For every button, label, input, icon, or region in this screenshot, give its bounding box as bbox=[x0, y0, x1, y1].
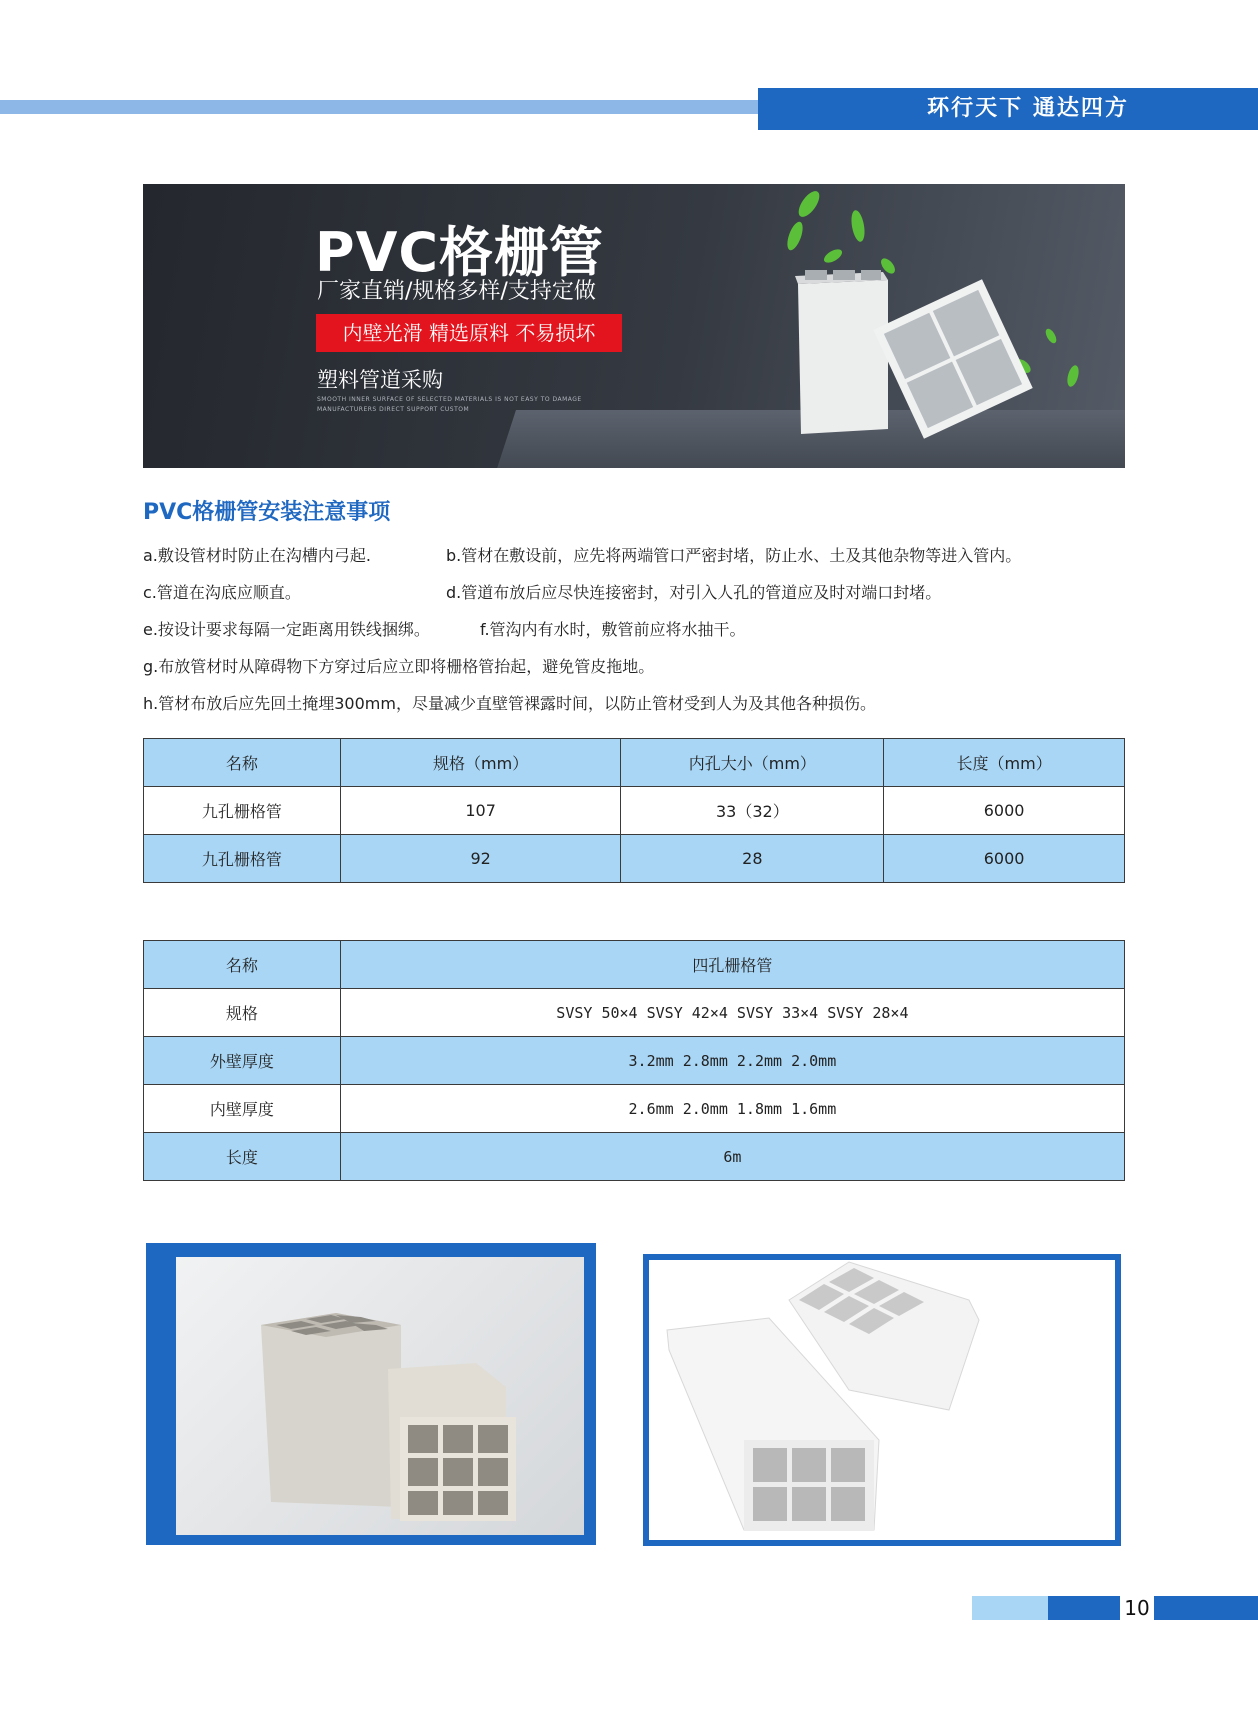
table-cell: 33（32） bbox=[621, 787, 884, 835]
header-bar-light bbox=[0, 100, 758, 114]
table-row bbox=[144, 787, 1125, 835]
note-item: f.管沟内有水时，敷管前应将水抽干。 bbox=[480, 620, 746, 639]
table-row bbox=[144, 835, 1125, 883]
table-label-cell: 内壁厚度 bbox=[144, 1085, 341, 1133]
table-value-cell: 2.6mm 2.0mm 1.8mm 1.6mm bbox=[340, 1085, 1124, 1133]
banner-fine-print-1: SMOOTH INNER SURFACE OF SELECTED MATERIALS IS NOT EASY TO DAMAGE bbox=[317, 396, 582, 403]
table-value-cell: 6m bbox=[340, 1133, 1124, 1181]
banner-subtitle: 厂家直销/规格多样/支持定做 bbox=[317, 279, 596, 304]
notes-heading: PVC格栅管安装注意事项 bbox=[143, 500, 391, 525]
banner-highlight-text: 内壁光滑 精选原料 不易损坏 bbox=[342, 321, 596, 345]
table-cell: 九孔栅格管 bbox=[144, 787, 341, 835]
note-item: d.管道布放后应尽快连接密封，对引入人孔的管道应及时对端口封堵。 bbox=[446, 583, 942, 602]
table-value-cell: 四孔栅格管 bbox=[340, 941, 1124, 989]
table-value-cell: SVSY 50×4 SVSY 42×4 SVSY 33×4 SVSY 28×4 bbox=[340, 989, 1124, 1037]
note-item: h.管材布放后应先回土掩埋300mm，尽量减少直壁管裸露时间，以防止管材受到人为及其他各种损伤。 bbox=[143, 694, 876, 713]
banner-caption: 塑料管道采购 bbox=[317, 368, 443, 392]
table-cell: 28 bbox=[621, 835, 884, 883]
note-item: b.管材在敷设前，应先将两端管口严密封堵，防止水、土及其他杂物等进入管内。 bbox=[446, 546, 1022, 565]
banner-fine-print-2: MANUFACTURERS DIRECT SUPPORT CUSTOM bbox=[317, 406, 470, 413]
table-value-cell: 3.2mm 2.8mm 2.2mm 2.0mm bbox=[340, 1037, 1124, 1085]
table-cell: 6000 bbox=[884, 835, 1125, 883]
table-label-cell: 名称 bbox=[144, 941, 341, 989]
page-number: 10 bbox=[1120, 1594, 1154, 1622]
table-header-cell: 规格（mm） bbox=[340, 739, 621, 787]
table-label-cell: 外壁厚度 bbox=[144, 1037, 341, 1085]
table-label-cell: 规格 bbox=[144, 989, 341, 1037]
six-hole-pipe-photo bbox=[649, 1260, 1115, 1540]
header-slogan: 环行天下 通达四方 bbox=[927, 96, 1129, 121]
nine-hole-pipe-photo bbox=[176, 1257, 584, 1535]
footer-bar-light bbox=[972, 1596, 1048, 1620]
table-header-cell: 内孔大小（mm） bbox=[621, 739, 884, 787]
note-item: g.布放管材时从障碍物下方穿过后应立即将栅格管抬起，避免管皮拖地。 bbox=[143, 657, 655, 676]
table-cell: 九孔栅格管 bbox=[144, 835, 341, 883]
note-item: e.按设计要求每隔一定距离用铁线捆绑。 bbox=[143, 620, 430, 639]
banner-title: PVC格栅管 bbox=[315, 221, 604, 284]
table-header-row bbox=[144, 739, 1125, 787]
table-header-cell: 名称 bbox=[144, 739, 341, 787]
four-hole-spec-table bbox=[143, 940, 1125, 1181]
product-banner bbox=[143, 184, 1125, 468]
table-row bbox=[144, 1037, 1125, 1085]
table-row bbox=[144, 1133, 1125, 1181]
table-label-cell: 长度 bbox=[144, 1133, 341, 1181]
note-item: a.敷设管材时防止在沟槽内弓起. bbox=[143, 546, 371, 565]
table-row bbox=[144, 1085, 1125, 1133]
table-cell: 6000 bbox=[884, 787, 1125, 835]
footer-bar-dark bbox=[1048, 1596, 1120, 1620]
table-row bbox=[144, 989, 1125, 1037]
nine-hole-spec-table bbox=[143, 738, 1125, 883]
table-cell: 107 bbox=[340, 787, 621, 835]
footer-bar-dark bbox=[1154, 1596, 1258, 1620]
table-header-cell: 长度（mm） bbox=[884, 739, 1125, 787]
table-cell: 92 bbox=[340, 835, 621, 883]
table-row bbox=[144, 941, 1125, 989]
grid-pipe-illustration bbox=[583, 184, 1125, 468]
note-item: c.管道在沟底应顺直。 bbox=[143, 583, 301, 602]
